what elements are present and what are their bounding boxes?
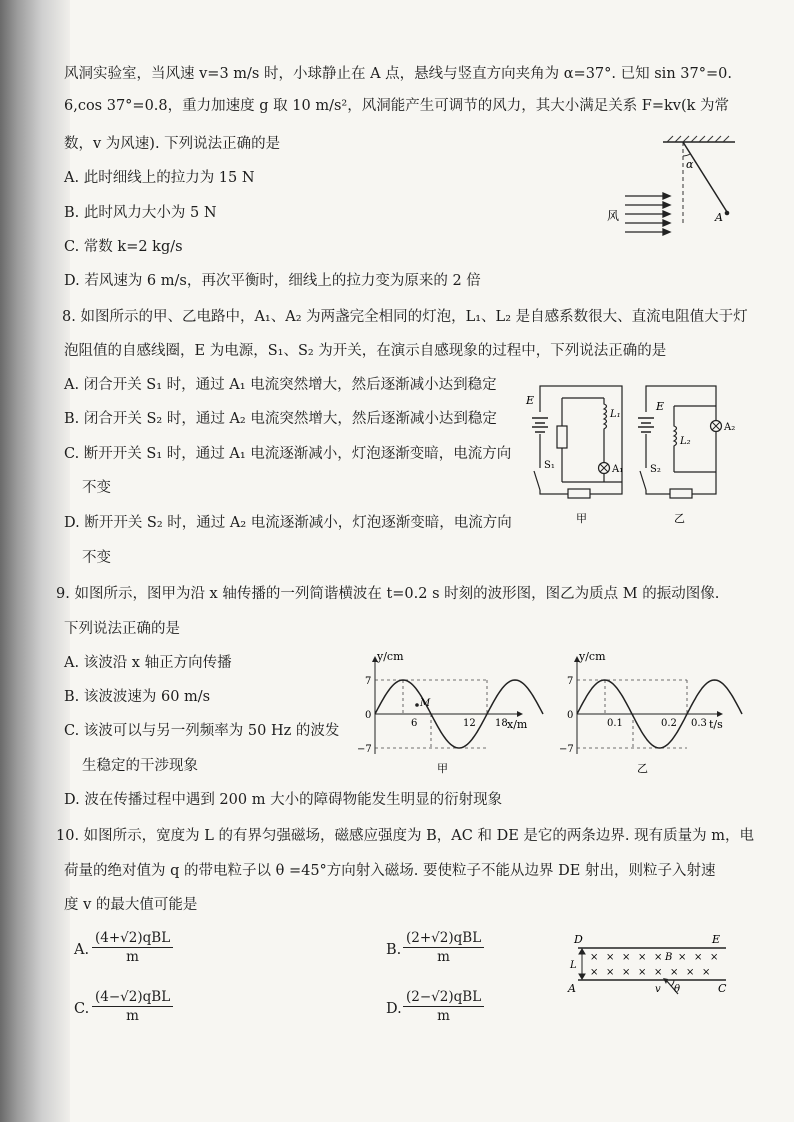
circuits-figure — [520, 372, 745, 532]
label-e: E — [712, 933, 721, 946]
q10-option-a-letter: A. — [74, 942, 90, 958]
string-line — [683, 142, 727, 212]
svg-text:×: × — [686, 967, 695, 978]
wind-arrows — [625, 193, 670, 235]
wave-yi-tick-y-bottom: −7 — [559, 744, 574, 755]
label-v: v — [655, 984, 661, 995]
circuit-yi-rheostat — [670, 489, 692, 498]
q8-option-a: A. 闭合开关 S₁ 时，通过 A₁ 电流突然增大，然后逐渐减小达到稳定 — [64, 377, 497, 393]
circuit-jia-switch-gap — [536, 468, 546, 490]
wave-jia-point-m-label: M — [420, 698, 431, 709]
wave-jia-caption: 甲 — [437, 762, 448, 775]
width-arrow — [579, 949, 585, 979]
q8-option-d-cont: 不变 — [82, 550, 111, 566]
q10-option-c-numerator: (4−√2)qBL — [92, 989, 173, 1007]
q10-option-b-fraction — [403, 930, 484, 965]
q8-stem-line1: 8. 如图所示的甲、乙电路中，A₁、A₂ 为两盏完全相同的灯泡，L₁、L₂ 是自感系数很大、直流电阻值大于灯 — [62, 309, 748, 325]
label-theta: θ — [674, 984, 681, 995]
wave-yi-tick-x-1: 0.1 — [607, 718, 623, 729]
circuit-jia-l1-label: L₁ — [610, 409, 621, 420]
svg-text:×: × — [678, 952, 687, 963]
wave-jia-tick-x-2: 12 — [463, 718, 476, 729]
angle-arc — [683, 154, 690, 156]
page-edge-shadow — [0, 0, 70, 1122]
q10-option-c-letter: C. — [74, 1001, 90, 1017]
q10-stem-line2: 荷量的绝对值为 q 的带电粒子以 θ =45°方向射入磁场. 要使粒子不能从边界 DE 射出，则粒子入射速 — [64, 863, 716, 879]
q10-stem-line1: 10. 如图所示，宽度为 L 的有界匀强磁场，磁感应强度为 B，AC 和 DE 是它的两条边界. 现有质量为 m，电 — [56, 828, 754, 844]
wave-yi-caption: 乙 — [637, 762, 648, 775]
field-crosses — [590, 952, 718, 978]
wave-yi-xlabel: t/s — [709, 718, 723, 731]
q7-stem-line2: 6,cos 37°=0.8，重力加速度 g 取 10 m/s²，风洞能产生可调节的风力，其大小满足关系 F=kv(k 为常 — [64, 98, 730, 114]
circuit-yi-caption: 乙 — [674, 512, 685, 525]
q7-option-b: B. 此时风力大小为 5 N — [64, 205, 217, 221]
q9-stem-line2: 下列说法正确的是 — [64, 621, 180, 637]
label-a: A — [568, 982, 576, 995]
q7-option-d: D. 若风速为 6 m/s，再次平衡时，细线上的拉力变为原来的 2 倍 — [64, 273, 481, 289]
point-m — [415, 703, 419, 707]
wave-jia-tick-y-zero: 0 — [365, 710, 372, 721]
svg-text:×: × — [606, 967, 615, 978]
q10-option-b-letter: B. — [386, 942, 402, 958]
q9-option-b: B. 该波波速为 60 m/s — [64, 689, 211, 705]
q10-option-a-denominator: m — [126, 949, 139, 965]
circuit-yi-l2-label: L₂ — [680, 436, 691, 447]
svg-text:×: × — [654, 967, 663, 978]
q8-option-b: B. 闭合开关 S₂ 时，通过 A₂ 电流突然增大，然后逐渐减小达到稳定 — [64, 411, 497, 427]
q7-option-c: C. 常数 k=2 kg/s — [64, 239, 183, 255]
q8-option-c-cont: 不变 — [82, 480, 111, 496]
circuit-jia-e-label: E — [526, 394, 535, 407]
svg-text:×: × — [694, 952, 703, 963]
wave-jia-tick-y-top: 7 — [365, 676, 372, 687]
wave-jia-ylabel: y/cm — [377, 650, 404, 663]
wave-yi-tick-y-zero: 0 — [567, 710, 574, 721]
circuit-jia-s1-label: S₁ — [544, 460, 555, 471]
q8-stem-line2: 泡阻值的自感线圈，E 为电源，S₁、S₂ 为开关，在演示自感现象的过程中，下列说法正确的是 — [64, 343, 667, 359]
pendulum-figure — [595, 134, 745, 246]
q10-option-a-numerator: (4+√2)qBL — [92, 930, 173, 948]
q8-option-d: D. 断开开关 S₂ 时，通过 A₂ 电流逐渐减小，灯泡逐渐变暗，电流方向 — [64, 515, 512, 531]
circuit-yi-inductor — [674, 406, 677, 472]
svg-text:×: × — [622, 967, 631, 978]
q10-option-b-denominator: m — [437, 949, 450, 965]
q9-option-d: D. 波在传播过程中遇到 200 m 大小的障碍物能发生明显的衍射现象 — [64, 792, 503, 808]
q10-option-a-fraction — [92, 930, 173, 965]
circuit-jia-a1-label: A₁ — [612, 464, 624, 475]
q9-option-c-cont: 生稳定的干涉现象 — [82, 758, 198, 774]
q9-stem-line1: 9. 如图所示，图甲为沿 x 轴传播的一列简谐横波在 t=0.2 s 时刻的波形图，图乙为质点 M 的振动图像. — [56, 586, 720, 602]
svg-text:×: × — [702, 967, 711, 978]
wind-label: 风 — [607, 209, 620, 223]
q10-option-c-fraction — [92, 989, 173, 1024]
q7-option-a: A. 此时细线上的拉力为 15 N — [64, 170, 255, 186]
q10-stem-line3: 度 v 的最大值可能是 — [64, 897, 198, 913]
wave-jia-tick-x-3: 18 — [495, 718, 508, 729]
q9-option-a: A. 该波沿 x 轴正方向传播 — [64, 655, 232, 671]
wave-jia-tick-x-1: 6 — [411, 718, 418, 729]
circuit-jia-frame — [540, 386, 622, 494]
circuit-yi-a2-label: A₂ — [724, 422, 736, 433]
wave-graph-jia — [372, 656, 543, 754]
q7-stem-line3: 数，v 为风速). 下列说法正确的是 — [64, 136, 281, 152]
alpha-label: α — [686, 158, 694, 171]
q10-option-d-fraction — [403, 989, 484, 1024]
wave-yi-tick-x-2: 0.2 — [661, 718, 677, 729]
circuit-jia-rheostat — [568, 489, 590, 498]
wave-yi-tick-y-top: 7 — [567, 676, 574, 687]
svg-text:×: × — [654, 952, 663, 963]
wave-jia-tick-y-bottom: −7 — [357, 744, 372, 755]
wave-jia-xlabel: x/m — [507, 718, 528, 731]
label-b: B — [665, 952, 673, 963]
svg-text:×: × — [606, 952, 615, 963]
svg-text:×: × — [638, 952, 647, 963]
wave-figure — [345, 648, 745, 776]
point-a-label: A — [715, 211, 723, 224]
wave-graph-yi — [574, 656, 742, 754]
q10-option-c-denominator: m — [126, 1008, 139, 1024]
q10-option-d-denominator: m — [437, 1008, 450, 1024]
label-c: C — [718, 982, 727, 995]
circuit-jia-resistor — [557, 426, 567, 448]
circuit-jia — [540, 386, 622, 494]
magnetic-field-figure — [562, 930, 737, 1002]
q10-option-b-numerator: (2+√2)qBL — [403, 930, 484, 948]
wave-yi-tick-x-3: 0.3 — [691, 718, 707, 729]
svg-text:×: × — [638, 967, 647, 978]
circuit-yi-e-label: E — [656, 400, 665, 413]
q9-option-c: C. 该波可以与另一列频率为 50 Hz 的波发 — [64, 723, 340, 739]
circuit-yi-s2-label: S₂ — [650, 464, 661, 475]
circuit-jia-caption: 甲 — [576, 512, 587, 525]
svg-text:×: × — [590, 967, 599, 978]
ceiling-hatch — [667, 136, 729, 142]
label-l: L — [570, 960, 577, 971]
svg-text:×: × — [622, 952, 631, 963]
ball-point — [725, 211, 730, 216]
q7-stem-line1: 风洞实验室，当风速 v=3 m/s 时，小球静止在 A 点，悬线与竖直方向夹角为 α=37°. 已知 sin 37°=0. — [64, 66, 732, 82]
q10-option-d-numerator: (2−√2)qBL — [403, 989, 484, 1007]
svg-text:×: × — [670, 967, 679, 978]
svg-text:×: × — [590, 952, 599, 963]
q10-option-d-letter: D. — [386, 1001, 402, 1017]
svg-text:×: × — [710, 952, 719, 963]
label-d: D — [574, 933, 583, 946]
q8-option-c: C. 断开开关 S₁ 时，通过 A₁ 电流逐渐减小，灯泡逐渐变暗，电流方向 — [64, 446, 512, 462]
wave-yi-ylabel: y/cm — [579, 650, 606, 663]
